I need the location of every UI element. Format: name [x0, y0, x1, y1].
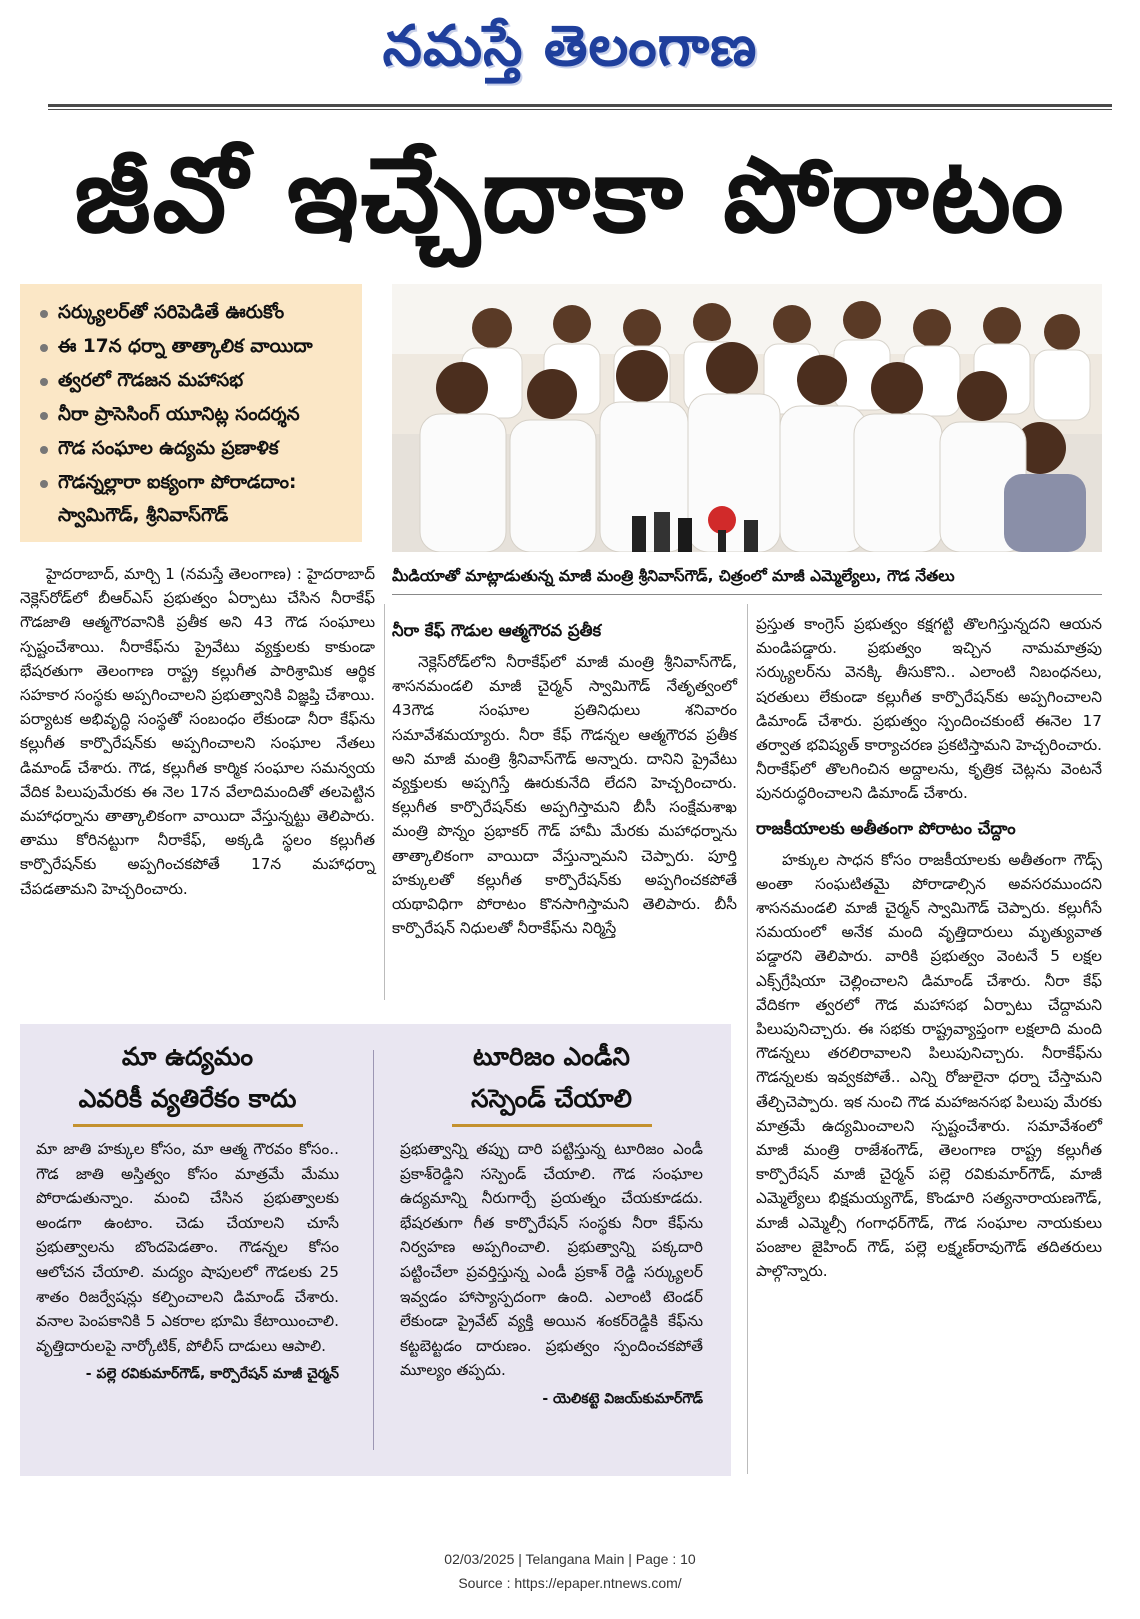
footer-source[interactable]: Source : https://epaper.ntnews.com/: [458, 1575, 682, 1591]
right-subheading: రాజకీయాలకు అతీతంగా పోరాటం చేద్దాం: [756, 818, 1016, 838]
news-photo: [392, 284, 1102, 552]
highlight-text: గౌడన్నల్లారా ఐక్యంగా పోరాడదాం:: [58, 472, 297, 493]
highlight-text: గౌడ సంఘాల ఉద్యమ ప్రణాళిక: [58, 438, 279, 459]
newspaper-masthead: నమస్తే తెలంగాణ: [382, 14, 758, 79]
highlight-item: [38, 466, 350, 500]
panel-divider: [373, 1050, 374, 1450]
photo-caption: మీడియాతో మాట్లాడుతున్న మాజీ మంత్రి శ్రీనివాస్‌గౌడ్, చిత్రంలో మాజీ ఎమ్మెల్యేలు, గౌడ నేతలు: [392, 567, 955, 585]
group-photo-illustration: [392, 284, 1102, 552]
quote-box-left: [20, 1024, 355, 1476]
caption-rule: [392, 594, 1102, 595]
highlight-text: స్వామిగౌడ్, శ్రీనివాస్‌గౌడ్: [58, 505, 229, 526]
lead-column: [20, 562, 375, 1002]
article-headline: జీవో ఇచ్చేదాకా పోరాటం: [74, 134, 1066, 256]
right-column: [756, 612, 1102, 1482]
lead-paragraph: హైదరాబాద్, మార్చి 1 (నమస్తే తెలంగాణ) : హైదరాబాద్ నెక్లెస్‌రోడ్‌లో బీఆర్‌ఎస్ ప్రభుత్వం ఏర్పాటు చేసిన నీరాకేఫ్ గౌడజాతి ఆత్మగౌరవానికి ప్రతీక అని 43 గౌడ సంఘాలు స్పష్టంచేశాయి. నీరాకేఫ్‌ను ప్రైవేటు వ్యక్తులకు కాకుండా భేషరతుగా తెలంగాణ రాష్ట్ర కల్లుగీత పారిశ్రామిక ఆర్థిక సహకార సంస్థకు అప్పగించాలని ప్రభుత్వానికి విజ్ఞప్తి చేశాయి. పర్యాటక అభివృద్ధి సంస్థతో సంబంధం లేకుండా నీరా కేఫ్‌ను కల్లుగీత కార్పొరేషన్‌కు అప్పగించాలని సంఘాల నేతలు డిమాండ్ చేశారు. గౌడ, కల్లుగీత కార్మిక సంఘాల సమన్వయ వేదిక పిలుపుమేరకు ఈ నెల 17న వేలాదిమందితో తలపెట్టిన మహాధర్నాను తాత్కాలికంగా వాయిదా వేస్తున్నట్టు తెలిపారు. తాము కోరినట్టుగా నీరాకేఫ్, అక్కడి స్థలం కల్లుగీత కార్పొరేషన్‌కు అప్పగించకపోతే 17న మహాధర్నా చేపడతామని హెచ్చరించారు.: [20, 565, 375, 898]
bullet-icon: [40, 446, 48, 454]
quote-box-right: [384, 1024, 719, 1476]
highlight-text: ఈ 17న ధర్నా తాత్కాలిక వాయిదా: [58, 336, 313, 357]
title-underline: [452, 1124, 652, 1127]
quote-title-line2: సస్పెండ్ చేయాలి: [471, 1084, 632, 1113]
middle-paragraph: నెక్లెస్‌రోడ్‌లోని నీరాకేఫ్‌లో మాజీ మంత్రి శ్రీనివాస్‌గౌడ్, శాసనమండలి మాజీ చైర్మన్ స్వామిగౌడ్ నేతృత్వంలో 43గౌడ సంఘాల ప్రతినిధులు శనివారం సమావేశమయ్యారు. నీరా కేఫ్ గౌడన్నల ఆత్మగౌరవ ప్రతీక అని మాజీ మంత్రి శ్రీనివాస్‌గౌడ్ అన్నారు. దానిని ప్రైవేటు వ్యక్తులకు అప్పగిస్తే ఊరుకునేది లేదని హెచ్చరించారు. కల్లుగీత కార్పొరేషన్‌కు అప్పగిస్తామని బీసీ సంక్షేమశాఖ మంత్రి పొన్నం ప్రభాకర్ గౌడ్ హామీ మేరకు మహాధర్నాను తాత్కాలికంగా వాయిదా వేస్తున్నామని చెప్పారు. పూర్తి హక్కులతో కల్లుగీత కార్పొరేషన్‌కు అప్పగించకపోతే యథావిధిగా పోరాటం కొనసాగిస్తామని తెలిపారు. బీసీ కార్పొరేషన్ నిధులతో నీరాకేఫ్‌ను నిర్మిస్తే: [392, 653, 737, 938]
highlight-item: [38, 364, 350, 398]
highlight-text: త్వరలో గౌడజన మహాసభ: [58, 370, 244, 391]
masthead-rule: [48, 104, 1112, 107]
highlight-text: నీరా ప్రాసెసింగ్ యూనిట్ల సందర్శన: [58, 404, 300, 425]
quote-title-line1: మా ఉద్యమం: [121, 1042, 254, 1071]
highlight-item: [38, 330, 350, 364]
title-underline: [73, 1124, 303, 1127]
quote-text: మా జాతి హక్కుల కోసం, మా ఆత్మ గౌరవం కోసం.. గౌడ జాతి అస్తిత్వం కోసం మాత్రమే మేము పోరాడుతున్నాం. మంచి చేసిన ప్రభుత్వాలకు అండగా ఉంటాం. చెడు చేయాలని చూసే ప్రభుత్వాలను బొందపెడతాం. గౌడన్నల కోసం ఆలోచన చేయాలి. మద్యం షాపులలో గౌడలకు 25 శాతం రిజర్వేషన్లు కల్పించాలని డిమాండ్ చేశారు. వనాల పెంపకానికి 5 ఎకరాల భూమి కేటాయించాలి. వృత్తిదారులపై నార్కోటిక్, పోలీస్ దాడులు ఆపాలి.: [36, 1140, 339, 1355]
quote-text: ప్రభుత్వాన్ని తప్పు దారి పట్టిస్తున్న టూరిజం ఎండీ ప్రకాశ్‌రెడ్డిని సస్పెండ్ చేయాలి. గౌడ సంఘాల ఉద్యమాన్ని నీరుగార్చే ప్రయత్నం చేయకూడదు. భేషరతుగా గీత కార్పొరేషన్ సంస్థకు నీరా కేఫ్‌ను నిర్వహణ అప్పగించాలి. ప్రభుత్వాన్ని పక్కదారి పట్టించేలా ప్రవర్తిస్తున్న ఎండీ ప్రకాశ్ రెడ్డి సర్క్యులర్ ఇవ్వడం హాస్యాస్పదంగా ఉంది. ఎలాంటి టెండర్ లేకుండా ప్రైవేట్ వ్యక్తి అయిన శంకర్‌రెడ్డికి కేఫ్‌ను కట్టబెట్టడం దారుణం. ప్రభుత్వం స్పందించకపోతే మూల్యం తప్పదు.: [400, 1140, 703, 1380]
quote-title-line2: ఎవరికీ వ్యతిరేకం కాదు: [78, 1084, 297, 1113]
highlight-item: [38, 296, 350, 330]
highlights-box: [20, 284, 362, 542]
bullet-icon: [40, 344, 48, 352]
middle-subheading: నీరా కేఫ్ గౌడుల ఆత్మగౌరవ ప్రతీక: [392, 621, 602, 640]
quote-signature: - పల్లె రవికుమార్‌గౌడ్, కార్పొరేషన్ మాజీ చైర్మన్: [85, 1366, 339, 1383]
right-paragraph-1: ప్రస్తుత కాంగ్రెస్ ప్రభుత్వం కక్షగట్టి తొలగిస్తున్నదని ఆయన మండిపడ్డారు. ప్రభుత్వం ఇచ్చిన నామమాత్రపు సర్క్యులర్‌ను వెనక్కి తీసుకొని.. ఎలాంటి నిబంధనలు, షరతులు లేకుండా కల్లుగీత కార్పొరేషన్‌కు అప్పగించాలని డిమాండ్ చేశారు. ప్రభుత్వం స్పందించకుంటే ఈనెల 17 తర్వాత భవిష్యత్ కార్యాచరణ ప్రకటిస్తామని హెచ్చరించారు. నీరాకేఫ్‌లో తొలగించిన అద్దాలను, కృత్రిక చెట్లను వెంటనే పునరుద్ధరించాలని డిమాండ్ చేశారు.: [756, 615, 1102, 803]
highlight-item: [38, 398, 350, 432]
quotes-panel: [20, 1024, 731, 1476]
highlights-list: [38, 296, 350, 532]
bullet-icon: [40, 378, 48, 386]
masthead-rule-thin: [48, 109, 1112, 110]
footer-date-edition: 02/03/2025 | Telangana Main | Page : 10: [444, 1551, 696, 1567]
middle-column: [392, 612, 737, 992]
highlight-text: సర్క్యులర్‌తో సరిపెడితే ఊరుకోం: [58, 302, 285, 323]
bullet-icon: [40, 480, 48, 488]
bullet-icon: [40, 310, 48, 318]
right-paragraph-2: హక్కుల సాధన కోసం రాజకీయాలకు అతీతంగా గౌడ్స్ అంతా సంఘటితమై పోరాడాల్సిన అవసరముందని శాసనమండలి మాజీ చైర్మన్ స్వామిగౌడ్ చెప్పారు. కల్లుగీసే సమయంలో అనేక మంది వృత్తిదారులు మృత్యువాత పడ్డారని తెలిపారు. వారికి ప్రభుత్వం వెంటనే 5 లక్షల ఎక్స్‌గ్రేషియా చెల్లించాలని డిమాండ్ చేశారు. నీరా కేఫ్ వేదికగా త్వరలో గౌడ మహాసభ ఏర్పాటు చేద్దామని పిలుపునిచ్చారు. ఈ సభకు రాష్ట్రవ్యాప్తంగా లక్షలాది మంది గౌడన్నలు తరలిరావాలని పిలుపునిచ్చారు. నీరాకేఫ్‌ను గౌడన్నలకు ఇవ్వకపోతే.. ఎన్ని రోజులైనా ధర్నా చేస్తామని తేల్చిచెప్పారు. ఇక నుంచి గౌడ మహాజనసభ పిలుపు మేరకు మాత్రమే ఉద్యమించాలని స్పష్టంచేశారు. సమావేశంలో మాజీ మంత్రి రాజేశంగౌడ్, తెలంగాణ రాష్ట్ర కల్లుగీత కార్పొరేషన్ మాజీ చైర్మన్ పల్లె రవికుమార్‌గౌడ్, మాజీ ఎమ్మెల్యేలు భిక్షమయ్యగౌడ్, కొండూరి సత్యనారాయణగౌడ్, మాజీ ఎమ్మెల్సీ గంగాధర్‌గౌడ్, గౌడ సంఘాల నాయకులు పంజాల జైహింద్ గౌడ్, పల్లె లక్ష్మణ్‌రావుగౌడ్ తదితరులు పాల్గొన్నారు.: [756, 850, 1102, 1281]
quote-signature: - యెలికట్టె విజయ్‌కుమార్‌గౌడ్: [542, 1390, 703, 1407]
highlight-item-continuation: [38, 500, 350, 532]
quote-title-line1: టూరిజం ఎండీని: [473, 1042, 630, 1071]
column-divider: [747, 604, 748, 1474]
column-divider: [384, 604, 385, 1000]
bullet-icon: [40, 412, 48, 420]
highlight-item: [38, 432, 350, 466]
